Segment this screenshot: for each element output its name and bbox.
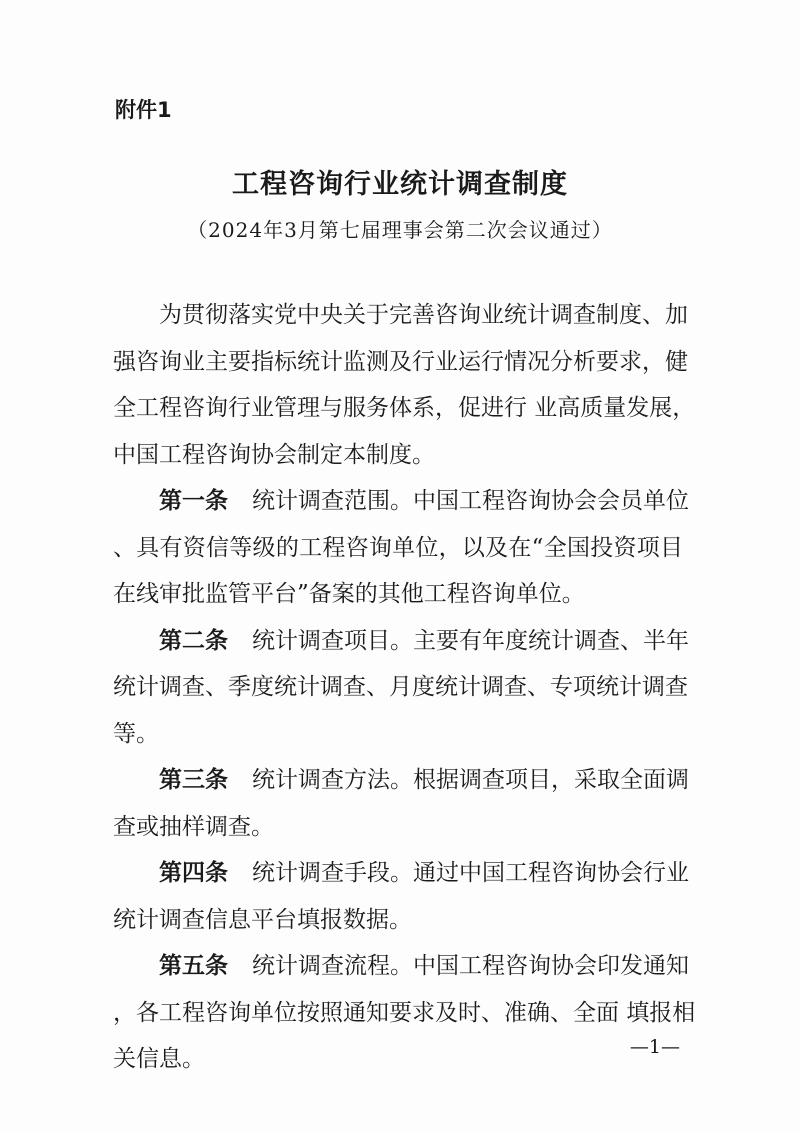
attachment-label: 附件1 <box>115 98 172 122</box>
intro-line: 中国工程咨询协会制定本制度。 <box>113 441 435 468</box>
article-5-line: 关信息。 <box>113 1046 205 1072</box>
article-1-text: 统计调查范围。中国工程咨询协会会员单位 <box>252 488 689 514</box>
page-number: —1— <box>629 1036 680 1058</box>
article-2-label: 第二条 <box>159 627 228 654</box>
article-4-label: 第四条 <box>159 860 228 886</box>
document-body <box>113 292 696 1083</box>
intro-line: 全工程咨询行业管理与服务体系，促进行 业高质量发展， <box>113 395 696 421</box>
article-5-label: 第五条 <box>159 953 228 979</box>
article-1-line: 在线审批监管平台”备案的其他工程咨询单位。 <box>113 581 585 607</box>
article-3-line <box>113 757 689 804</box>
article-1-label: 第一条 <box>159 488 228 514</box>
article-2-line: 统计调查、季度统计调查、月度统计调查、专项统计调查 <box>113 674 688 700</box>
article-3-label: 第三条 <box>159 767 228 793</box>
article-3-text: 统计调查方法。根据调查项目，采取全面调 <box>252 767 689 793</box>
article-2-line <box>113 618 689 665</box>
article-5-line: ，各工程咨询单位按照通知要求及时、准确、全面 填报相 <box>113 999 696 1026</box>
article-3-line: 查或抽样调查。 <box>113 813 274 840</box>
article-1-line <box>113 478 689 525</box>
article-5-text: 统计调查流程。中国工程咨询协会印发通知 <box>252 953 689 979</box>
article-2-text: 统计调查项目。主要有年度统计调查、半年 <box>252 627 689 654</box>
document-title: 工程咨询行业统计调查制度 <box>232 169 568 200</box>
intro-line: 强咨询业主要指标统计监测及行业运行情况分析要求，健 <box>113 348 688 375</box>
article-1-line: 、具有资信等级的工程咨询单位，以及在“全国投资项目 <box>113 534 683 561</box>
article-4-text: 统计调查手段。通过中国工程咨询协会行业 <box>252 860 689 886</box>
document-subtitle: （2024年3月第七届理事会第二次会议通过） <box>187 218 613 242</box>
article-5-line <box>113 943 689 990</box>
article-4-line: 统计调查信息平台填报数据。 <box>113 906 412 933</box>
intro-line: 为贯彻落实党中央关于完善咨询业统计调查制度、加 <box>159 302 688 328</box>
article-4-line <box>113 850 689 897</box>
article-2-line: 等。 <box>113 720 159 747</box>
